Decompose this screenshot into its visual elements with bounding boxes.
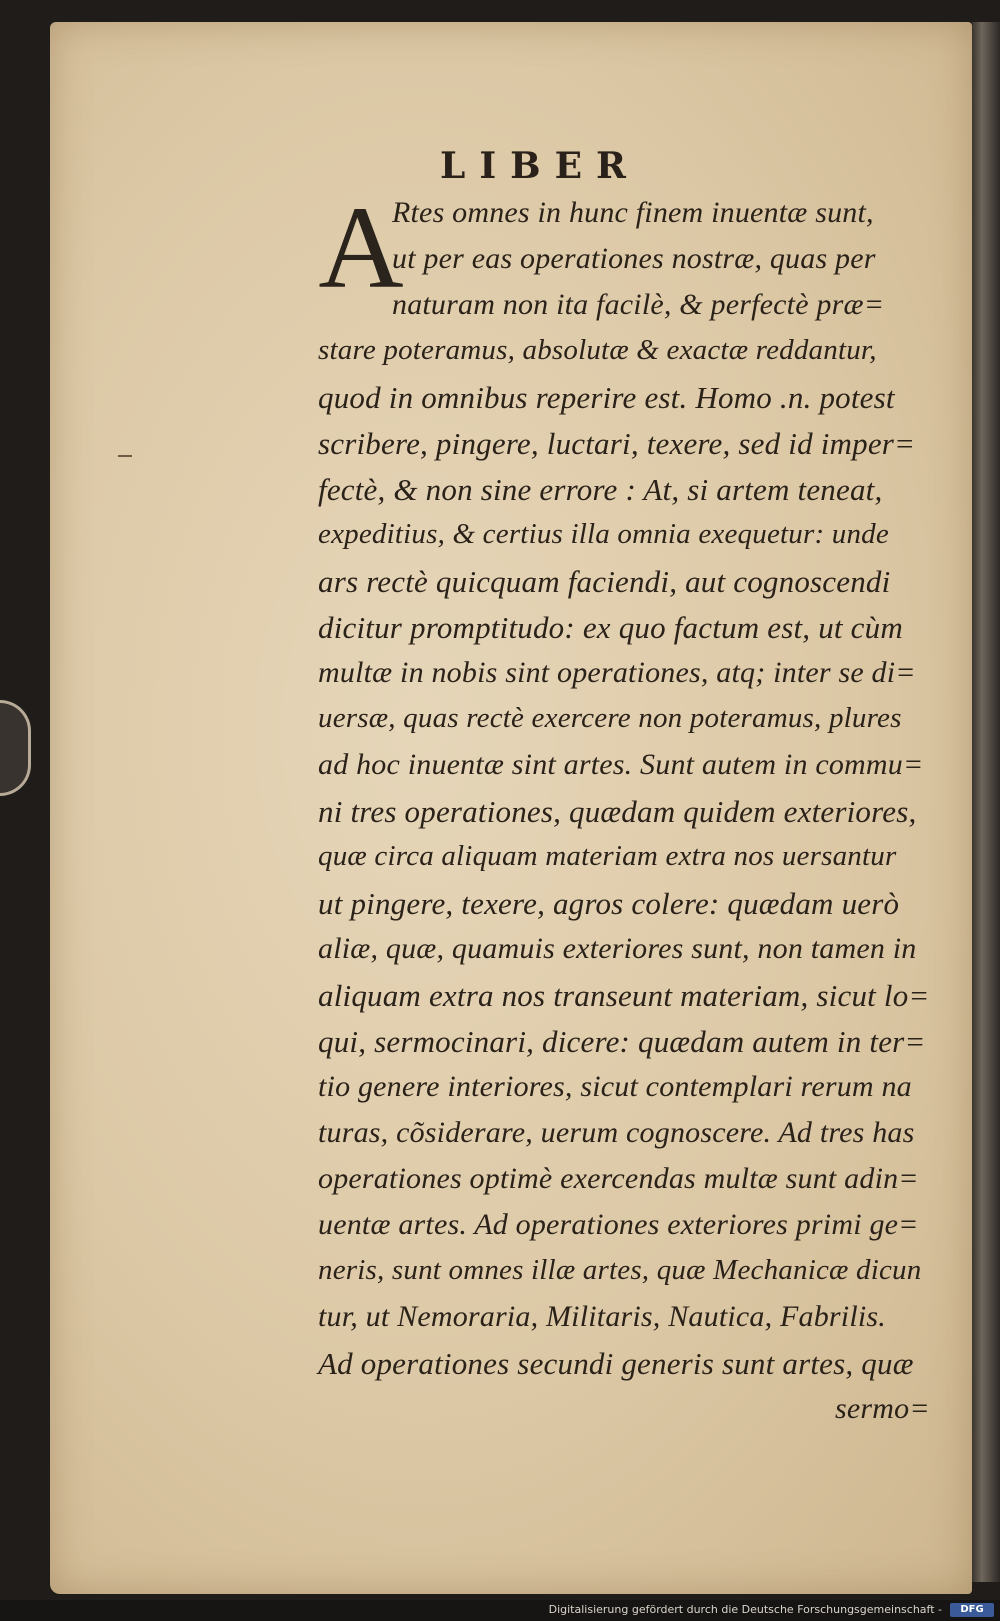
page-heading: LIBER: [440, 145, 640, 187]
text-line: multæ in nobis sint operationes, atq; inter se di=: [318, 656, 916, 689]
footer-bar: [0, 1600, 1000, 1621]
text-line: tur, ut Nemoraria, Militaris, Nautica, Fabrilis.: [318, 1300, 886, 1333]
text-line: aliquam extra nos transeunt materiam, sicut lo=: [318, 978, 930, 1013]
dfg-logo: DFG: [950, 1603, 994, 1617]
text-line: quod in omnibus reperire est. Homo .n. potest: [318, 380, 895, 415]
text-line: ars rectè quicquam faciendi, aut cognoscendi: [318, 564, 891, 599]
text-line: turas, cõsiderare, uerum cognoscere. Ad tres has: [318, 1116, 915, 1149]
text-line: quæ circa aliquam materiam extra nos uersantur: [318, 840, 897, 872]
text-line: ad hoc inuentæ sint artes. Sunt autem in commu=: [318, 748, 924, 781]
text-line: fectè, & non sine errore : At, si artem teneat,: [318, 472, 883, 507]
text-line: expeditius, & certius illa omnia exequetur: unde: [318, 518, 889, 550]
text-line: neris, sunt omnes illæ artes, quæ Mechanicæ dicun: [318, 1254, 922, 1286]
text-line: uentæ artes. Ad operationes exteriores primi ge=: [318, 1208, 919, 1241]
text-line: ut per eas operationes nostræ, quas per: [392, 242, 876, 275]
text-line: ut pingere, texere, agros colere: quædam uerò: [318, 886, 900, 921]
footer-credit: Digitalisierung gefördert durch die Deutsche Forschungsgemeinschaft -: [548, 1603, 942, 1616]
text-line: dicitur promptitudo: ex quo factum est, ut cùm: [318, 610, 903, 645]
drop-cap: A: [318, 182, 404, 313]
text-line: aliæ, quæ, quamuis exteriores sunt, non tamen in: [318, 932, 917, 965]
text-line: Ad operationes secundi generis sunt artes, quæ: [318, 1346, 914, 1381]
text-line: operationes optimè exercendas multæ sunt adin=: [318, 1162, 919, 1195]
text-line: scribere, pingere, luctari, texere, sed id imper=: [318, 426, 916, 461]
text-line: tio genere interiores, sicut contemplari rerum na: [318, 1070, 912, 1103]
text-line: qui, sermocinari, dicere: quædam autem in ter=: [318, 1024, 926, 1059]
text-line: uersæ, quas rectè exercere non poteramus, plures: [318, 702, 902, 734]
text-line: stare poteramus, absolutæ & exactæ reddantur,: [318, 334, 877, 366]
text-line: ni tres operationes, quædam quidem exteriores,: [318, 794, 917, 829]
text-line: Rtes omnes in hunc finem inuentæ sunt,: [392, 196, 874, 229]
text-line: naturam non ita facilè, & perfectè præ=: [392, 288, 885, 321]
text-line: sermo=: [835, 1392, 930, 1425]
